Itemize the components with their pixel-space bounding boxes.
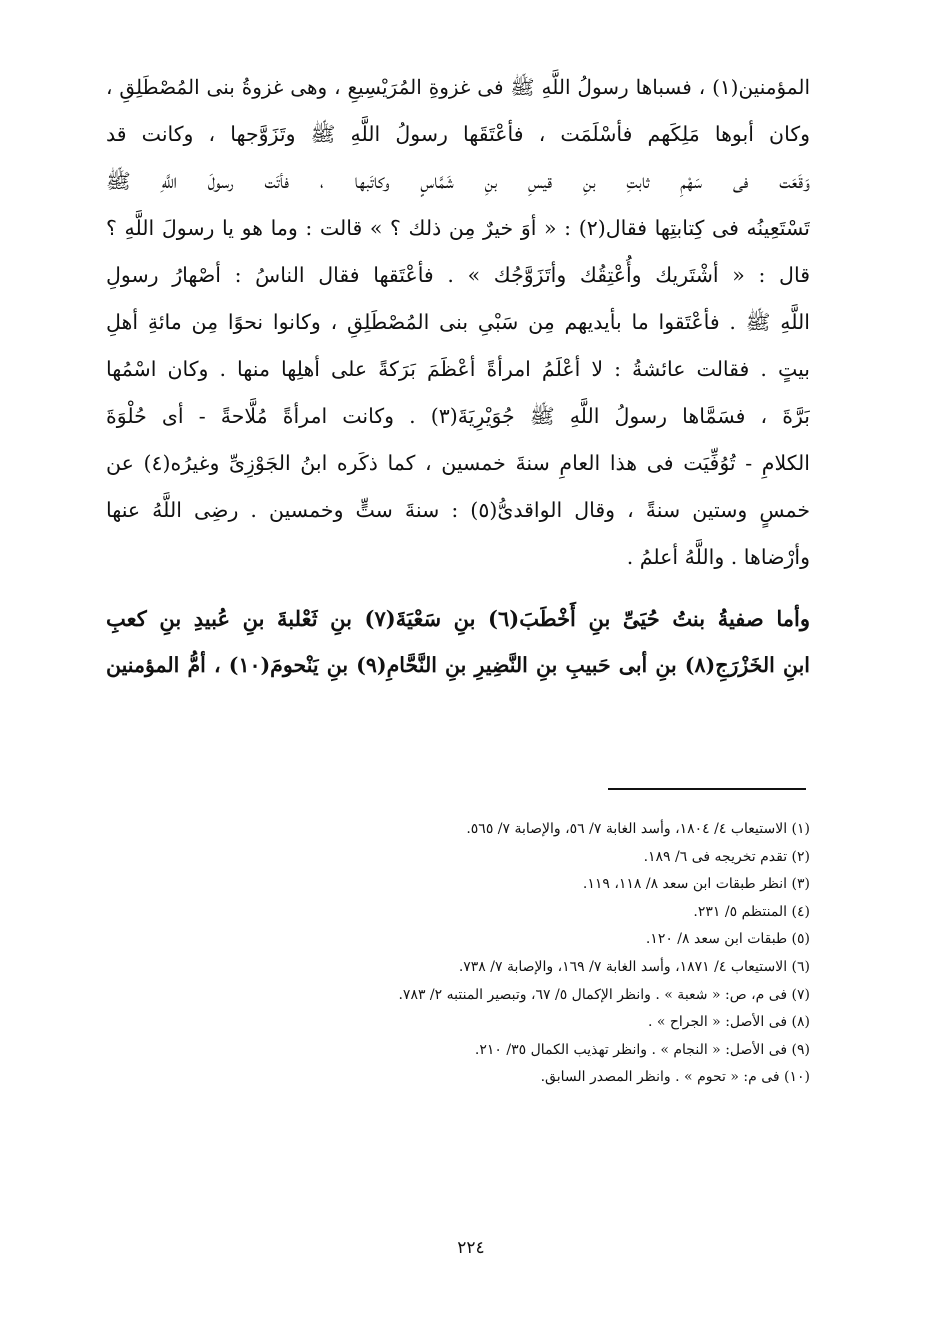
text-line: الكلامِ - تُوُفِّيَت فى هذا العامِ سنةَ خمسين ، كما ذكَره ابنُ الجَوْزِىِّ وغيرُه(٤) عن [106, 451, 810, 475]
text-line: تَسْتَعِينُه فى كِتابتِها فقال(٢) : « أوَ خيرٌ مِن ذلك ؟ » قالت : وما هو يا رسولَ اللَّهِ ؟ [106, 216, 810, 240]
text-line: وأرْضاها . واللَّهُ أعلمُ . [626, 545, 810, 569]
footnote-separator [608, 788, 806, 790]
main-text [106, 64, 810, 689]
footnote: (٩) فى الأصل: « النجام » . وانظر تهذيب الكمال ٣٥/ ٢١٠. [474, 1041, 810, 1058]
text-line: خمسٍ وستين سنةً ، وقال الواقدىُّ(٥) : سنةَ ستٍّ وخمسين . رضِى اللَّهُ عنها [106, 498, 810, 522]
footnote: (٣) انظر طبقات ابن سعد ٨/ ١١٨، ١١٩. [582, 876, 810, 893]
footnote: (٨) فى الأصل: « الجراح » . [647, 1014, 810, 1031]
footnote: (٦) الاستيعاب ٤/ ١٨٧١، وأسد الغابة ٧/ ١٦٩، والإصابة ٧/ ٧٣٨. [458, 958, 810, 975]
text-line: المؤمنين(١) ، فسباها رسولُ اللَّهِ ﷺ فى غزوةِ المُرَيْسِيعِ ، وهى غزوةُ بنى المُصْطَلِقِ ، [106, 75, 810, 99]
footnote: (١) الاستيعاب ٤/ ١٨٠٤، وأسد الغابة ٧/ ٥٦، والإصابة ٧/ ٥٦٥. [466, 821, 810, 837]
text-line: وَقَعَت فى سَهْمِ ثابتِ بنِ قيسِ بنِ شَمَّاسٍ وكاتَبها ، فأتَت رسولَ اللَّهِ ﷺ [106, 169, 810, 193]
footnote: (٢) تقدم تخريجه فى ٦/ ١٨٩. [643, 848, 810, 865]
section-heading-line: وأما صفيةُ بنتُ حُيَىِّ بنِ أَخْطَبَ(٦) بنِ سَعْيَةَ(٧) بنِ ثَعْلبةَ بنِ عُبيدِ بنِ كعبِ [106, 606, 810, 631]
footnote: (٥) طبقات ابن سعد ٨/ ١٢٠. [645, 931, 810, 948]
text-line: اللَّهِ ﷺ . فأعْتَقوا ما بأيديهم مِن سَبْىِ بنى المُصْطَلِقِ ، وكانوا نحوًا مِن مائةِ أهلِ [106, 310, 810, 334]
footnote: (٤) المنتظم ٥/ ٢٣١. [693, 903, 810, 920]
text-line: بَرَّةَ ، فسَمَّاها رسولُ اللَّهِ ﷺ جُوَيْرِيَةَ(٣) . وكانت امرأةً مُلَّاحةً - أى حُلْوَةَ [106, 404, 810, 428]
text-line: وكان أبوها مَلِكَهم فأسْلَمَت ، فأعْتَقَها رسولُ اللَّهِ ﷺ وتَزَوَّجها ، وكانت قد [106, 122, 810, 146]
footnotes [106, 816, 810, 1092]
text-line: بيتٍ . فقالت عائشةُ : لا أعْلَمُ امرأةً أعْظَمَ بَرَكةً على أهلِها منها . وكان اسْمُها [106, 357, 810, 381]
text-line: قال : « أشْتَريك وأُعْتِقُك وأتَزَوَّجُك » . فأعْتَقها فقال الناسُ : أصْهارُ رسولِ [106, 263, 810, 287]
footnote: (٧) فى م، ص: « شعبة » . وانظر الإكمال ٥/ ٦٧، وتبصير المنتبه ٢/ ٧٨٣. [398, 986, 810, 1003]
footnote: (١٠) فى م: « تحوم » . وانظر المصدر السابق. [540, 1069, 810, 1086]
section-heading-line: ابنِ الخَزْرَجِ(٨) بنِ أبى حَبيبِ بنِ النَّضِيرِ بنِ النَّحَّامِ(٩) بنِ يَنْحومَ(١٠) ، أمُّ المؤمنين [106, 653, 810, 677]
page-number: ٢٢٤ [457, 1238, 485, 1258]
